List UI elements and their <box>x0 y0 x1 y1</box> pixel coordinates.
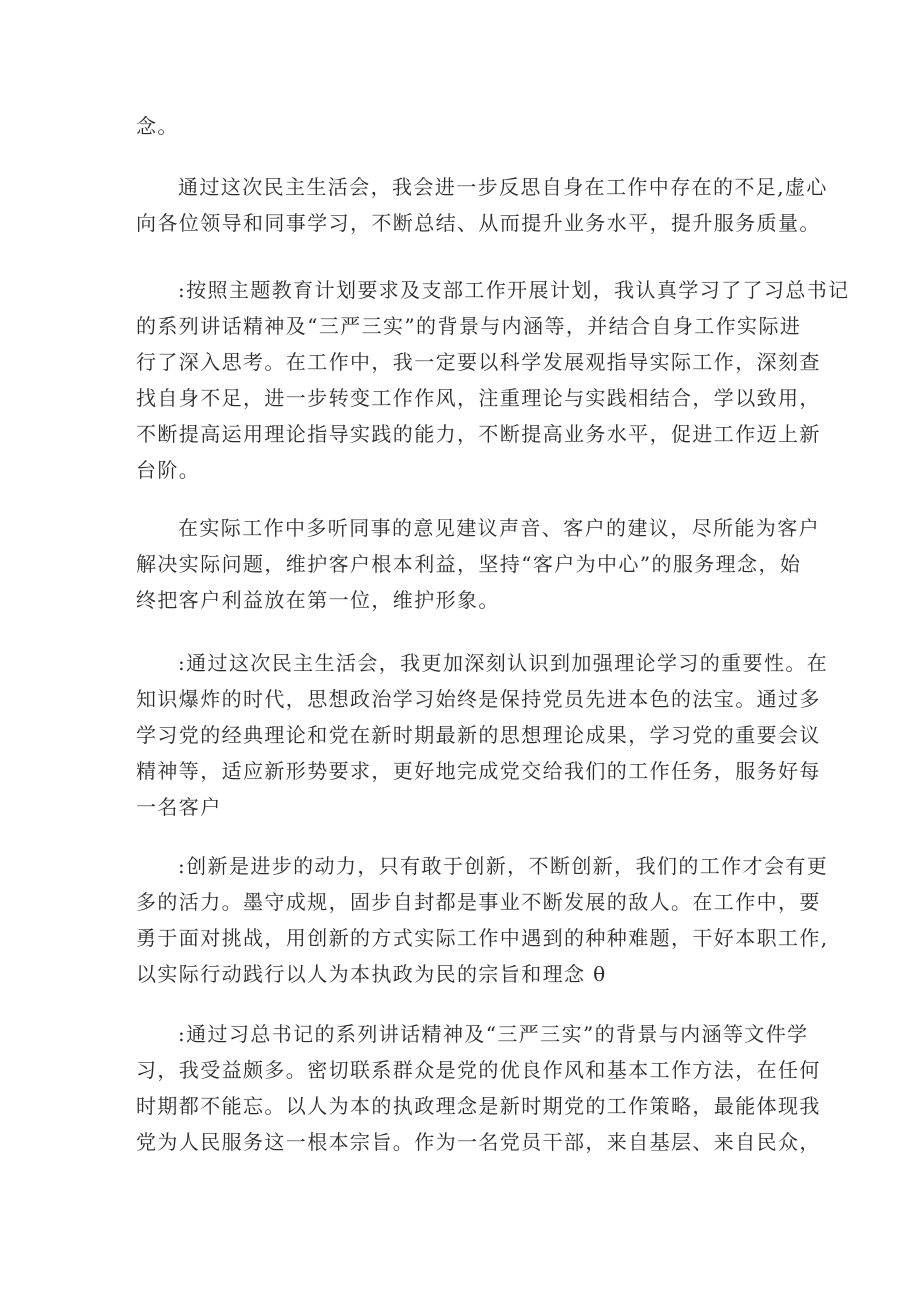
paragraph-line: :创新是进步的动力，只有敢于创新，不断创新，我们的工作才会有更 <box>178 854 829 878</box>
paragraph-line: 多的活力。墨守成规，固步自封都是事业不断发展的敌人。在工作中，要 <box>136 890 821 914</box>
paragraph-line: 知识爆炸的时代，思想政治学习始终是保持党员先进本色的法宝。通过多 <box>136 687 821 711</box>
paragraph-line: 习，我受益颇多。密切联系群众是党的优良作风和基本工作方法，在任何 <box>136 1058 821 1082</box>
paragraph-line: 向各位领导和同事学习，不断总结、从而提升业务水平，提升服务质量。 <box>136 211 821 235</box>
paragraph-line: 以实际行动践行以人为本执政为民的宗旨和理念 θ <box>136 962 607 986</box>
paragraph-line: 在实际工作中多听同事的意见建议声音、客户的建议，尽所能为客户 <box>178 516 820 540</box>
paragraph-line: 勇于面对挑战，用创新的方式实际工作中遇到的种种难题，干好本职工作, <box>136 926 829 950</box>
paragraph-line: 念。 <box>136 114 179 138</box>
paragraph-line: 不断提高运用理论指导实践的能力，不断提高业务水平，促进工作迈上新 <box>136 422 821 446</box>
paragraph-line: 学习党的经典理论和党在新时期最新的思想理论成果，学习党的重要会议 <box>136 723 821 747</box>
paragraph-line: 的系列讲话精神及“三严三实”的背景与内涵等，并结合自身工作实际进 <box>136 314 802 338</box>
paragraph-innovation <box>136 848 829 992</box>
paragraph-line: 找自身不足，进一步转变工作作风，注重理论与实践相结合，学以致用， <box>136 386 821 410</box>
paragraph-theory-study <box>136 645 829 825</box>
paragraph-line: 通过这次民主生活会，我会进一步反思自身在工作中存在的不足,虚心 <box>178 175 828 199</box>
paragraph-line: 一名客户 <box>136 795 222 819</box>
paragraph-line: :通过习总书记的系列讲话精神及“三严三实”的背景与内涵等文件学 <box>178 1022 809 1046</box>
paragraph-line: 行了深入思考。在工作中，我一定要以科学发展观指导实际工作，深刻查 <box>136 350 821 374</box>
paragraph-continuation <box>136 108 800 144</box>
paragraph-mass-line <box>136 1016 821 1160</box>
paragraph-line: :按照主题教育计划要求及支部工作开展计划，我认真学习了了习总书记 <box>178 278 850 302</box>
paragraph-line: 精神等，适应新形势要求，更好地完成党交给我们的工作任务，服务好每 <box>136 759 821 783</box>
paragraph-study-plan <box>136 272 850 488</box>
paragraph-line: 解决实际问题，维护客户根本利益，坚持“客户为中心”的服务理念，始 <box>136 552 802 576</box>
paragraph-line: :通过这次民主生活会，我更加深刻认识到加强理论学习的重要性。在 <box>178 651 829 675</box>
paragraph-customer-service <box>136 510 820 618</box>
paragraph-line: 时期都不能忘。以人为本的执政理念是新时期党的工作策略，最能体现我 <box>136 1094 821 1118</box>
paragraph-line: 党为人民服务这一根本宗旨。作为一名党员干部，来自基层、来自民众， <box>136 1130 821 1154</box>
paragraph-reflection <box>136 169 828 241</box>
paragraph-line: 终把客户利益放在第一位，维护形象。 <box>136 588 500 612</box>
paragraph-line: 台阶。 <box>136 458 201 482</box>
